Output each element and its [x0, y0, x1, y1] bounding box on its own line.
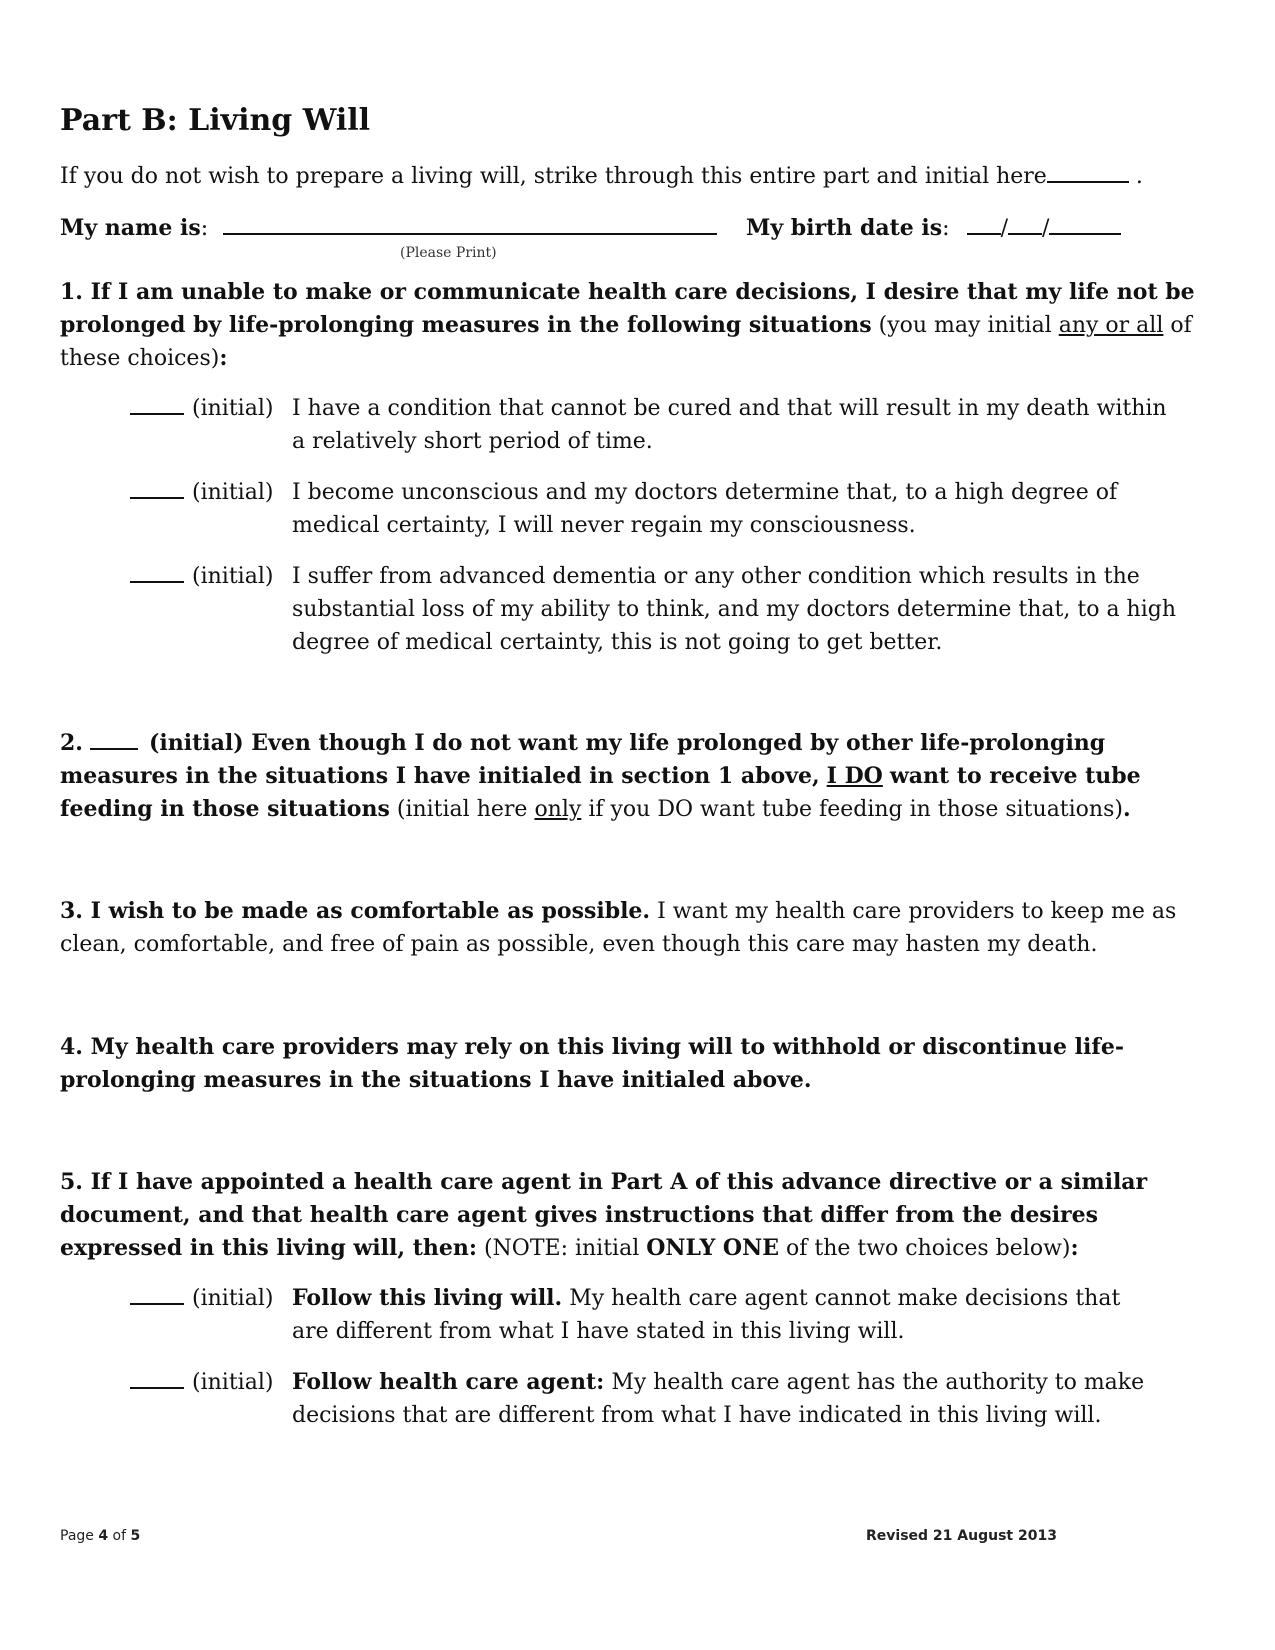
page-prefix: Page — [60, 1528, 99, 1544]
page-of: of — [108, 1528, 131, 1544]
section-4: 4. My health care providers may rely on this living will to withhold or discontinue life-prolonging measures in the situations I have initialed above. — [60, 1034, 1124, 1093]
section-5-bold: 5. If I have appointed a health care agent in Part A of this advance directive or a similar document, and that health care agent gives instructions that differ from the desires expressed in this living will, then: — [60, 1169, 1148, 1261]
page-current: 4 — [98, 1528, 109, 1544]
option-initial-blank[interactable] — [130, 580, 184, 583]
birth-date-row — [746, 212, 1121, 245]
section-3-text: I want my health care providers to keep me as clean, comfortable, and free of pain as possible, even though this care may hasten my death. — [60, 899, 1177, 957]
section-1-option — [130, 476, 288, 509]
section-2-paren-underlined: only — [534, 797, 582, 822]
birth-colon: : — [942, 216, 950, 241]
section-2-bold-b: want to receive tube feeding in those situations — [60, 763, 1141, 822]
section-3-bold: 3. I wish to be made as comfortable as possible. — [60, 898, 651, 924]
section-2-bold-a: (initial) Even though I do not want my life prolonged by other life-prolonging measures in the situations I have initialed in section 1 above, — [60, 730, 1106, 789]
birth-slash-2: / — [1042, 216, 1050, 241]
option-initial-blank[interactable] — [130, 496, 184, 499]
name-field[interactable] — [223, 232, 717, 235]
option-initial-label: (initial) — [192, 480, 274, 505]
section-1-option-text: I have a condition that cannot be cured and that will result in my death within a relatively short period of time. — [292, 396, 1167, 454]
birth-slash-1: / — [1000, 216, 1008, 241]
option-initial-label: (initial) — [192, 1370, 274, 1395]
option-text: My health care agent cannot make decisions that are different from what I have stated in this living will. — [292, 1286, 1121, 1344]
section-1-option-text: I suffer from advanced dementia or any other condition which results in the substantial loss of my ability to think, and my doctors determine that, to a high degree of medical certainty, this is not going to get better. — [292, 564, 1177, 655]
page-title: Part B: Living Will — [60, 103, 371, 138]
section-1-paren-start: (you may initial — [871, 313, 1059, 338]
name-row — [60, 212, 717, 245]
section-2-paren-a: (initial here — [396, 797, 535, 822]
section-2-bold-underlined: I DO — [826, 763, 883, 789]
section-2-initial-blank[interactable] — [90, 747, 138, 750]
intro-end: . — [1135, 164, 1143, 189]
page-number — [60, 1528, 140, 1544]
section-2-num: 2. — [60, 730, 83, 756]
option-text: My health care agent has the authority to make decisions that are different from what I have indicated in this living will. — [292, 1370, 1145, 1428]
name-label: My name is — [60, 215, 201, 241]
option-initial-label: (initial) — [192, 396, 274, 421]
section-1-paren-end: of these choices) — [60, 313, 1192, 371]
option-initial-label: (initial) — [192, 564, 274, 589]
birth-date-label: My birth date is — [746, 215, 943, 241]
section-1-end: : — [219, 345, 228, 371]
page-total: 5 — [130, 1528, 141, 1544]
option-initial-blank[interactable] — [130, 412, 184, 415]
section-1-heading — [60, 276, 1200, 375]
section-1-underlined: any or all — [1058, 313, 1164, 338]
print-hint: (Please Print) — [400, 245, 497, 261]
birth-month-field[interactable] — [967, 232, 1001, 235]
section-2 — [60, 727, 1210, 826]
section-5-option-text — [292, 1282, 1162, 1348]
section-5-option — [130, 1366, 288, 1399]
section-5-option-text — [292, 1366, 1212, 1432]
option-bold: Follow health care agent: — [292, 1369, 605, 1395]
section-1-bold: 1. If I am unable to make or communicate health care decisions, I desire that my life not be prolonged by life-prolonging measures in the following situations — [60, 279, 1195, 338]
option-initial-label: (initial) — [192, 1286, 274, 1311]
section-5-heading — [60, 1166, 1220, 1265]
section-1-option-text: I become unconscious and my doctors determine that, to a high degree of medical certainty, I will never regain my consciousness. — [292, 480, 1118, 538]
section-5-note-bold: ONLY ONE — [646, 1235, 779, 1261]
birth-day-field[interactable] — [1008, 232, 1042, 235]
section-2-paren-b: if you DO want tube feeding in those situations) — [581, 797, 1123, 822]
name-colon: : — [200, 216, 209, 241]
section-5-note-a: (NOTE: initial — [476, 1236, 647, 1261]
birth-year-field[interactable] — [1049, 232, 1121, 235]
section-5-note-b: of the two choices below) — [778, 1236, 1071, 1261]
section-3 — [60, 895, 1190, 961]
option-initial-blank[interactable] — [130, 1302, 184, 1305]
intro-text: If you do not wish to prepare a living will, strike through this entire part and initial here — [60, 164, 1047, 189]
initial-blank[interactable] — [1047, 180, 1129, 183]
section-5-option — [130, 1282, 288, 1315]
section-1-option — [130, 560, 288, 593]
section-5-end: : — [1070, 1235, 1079, 1261]
section-1-option — [130, 392, 288, 425]
option-bold: Follow this living will. — [292, 1285, 563, 1311]
section-2-end: . — [1122, 796, 1131, 822]
revised-date: Revised 21 August 2013 — [866, 1528, 1057, 1544]
option-initial-blank[interactable] — [130, 1386, 184, 1389]
intro-line — [60, 160, 1143, 193]
